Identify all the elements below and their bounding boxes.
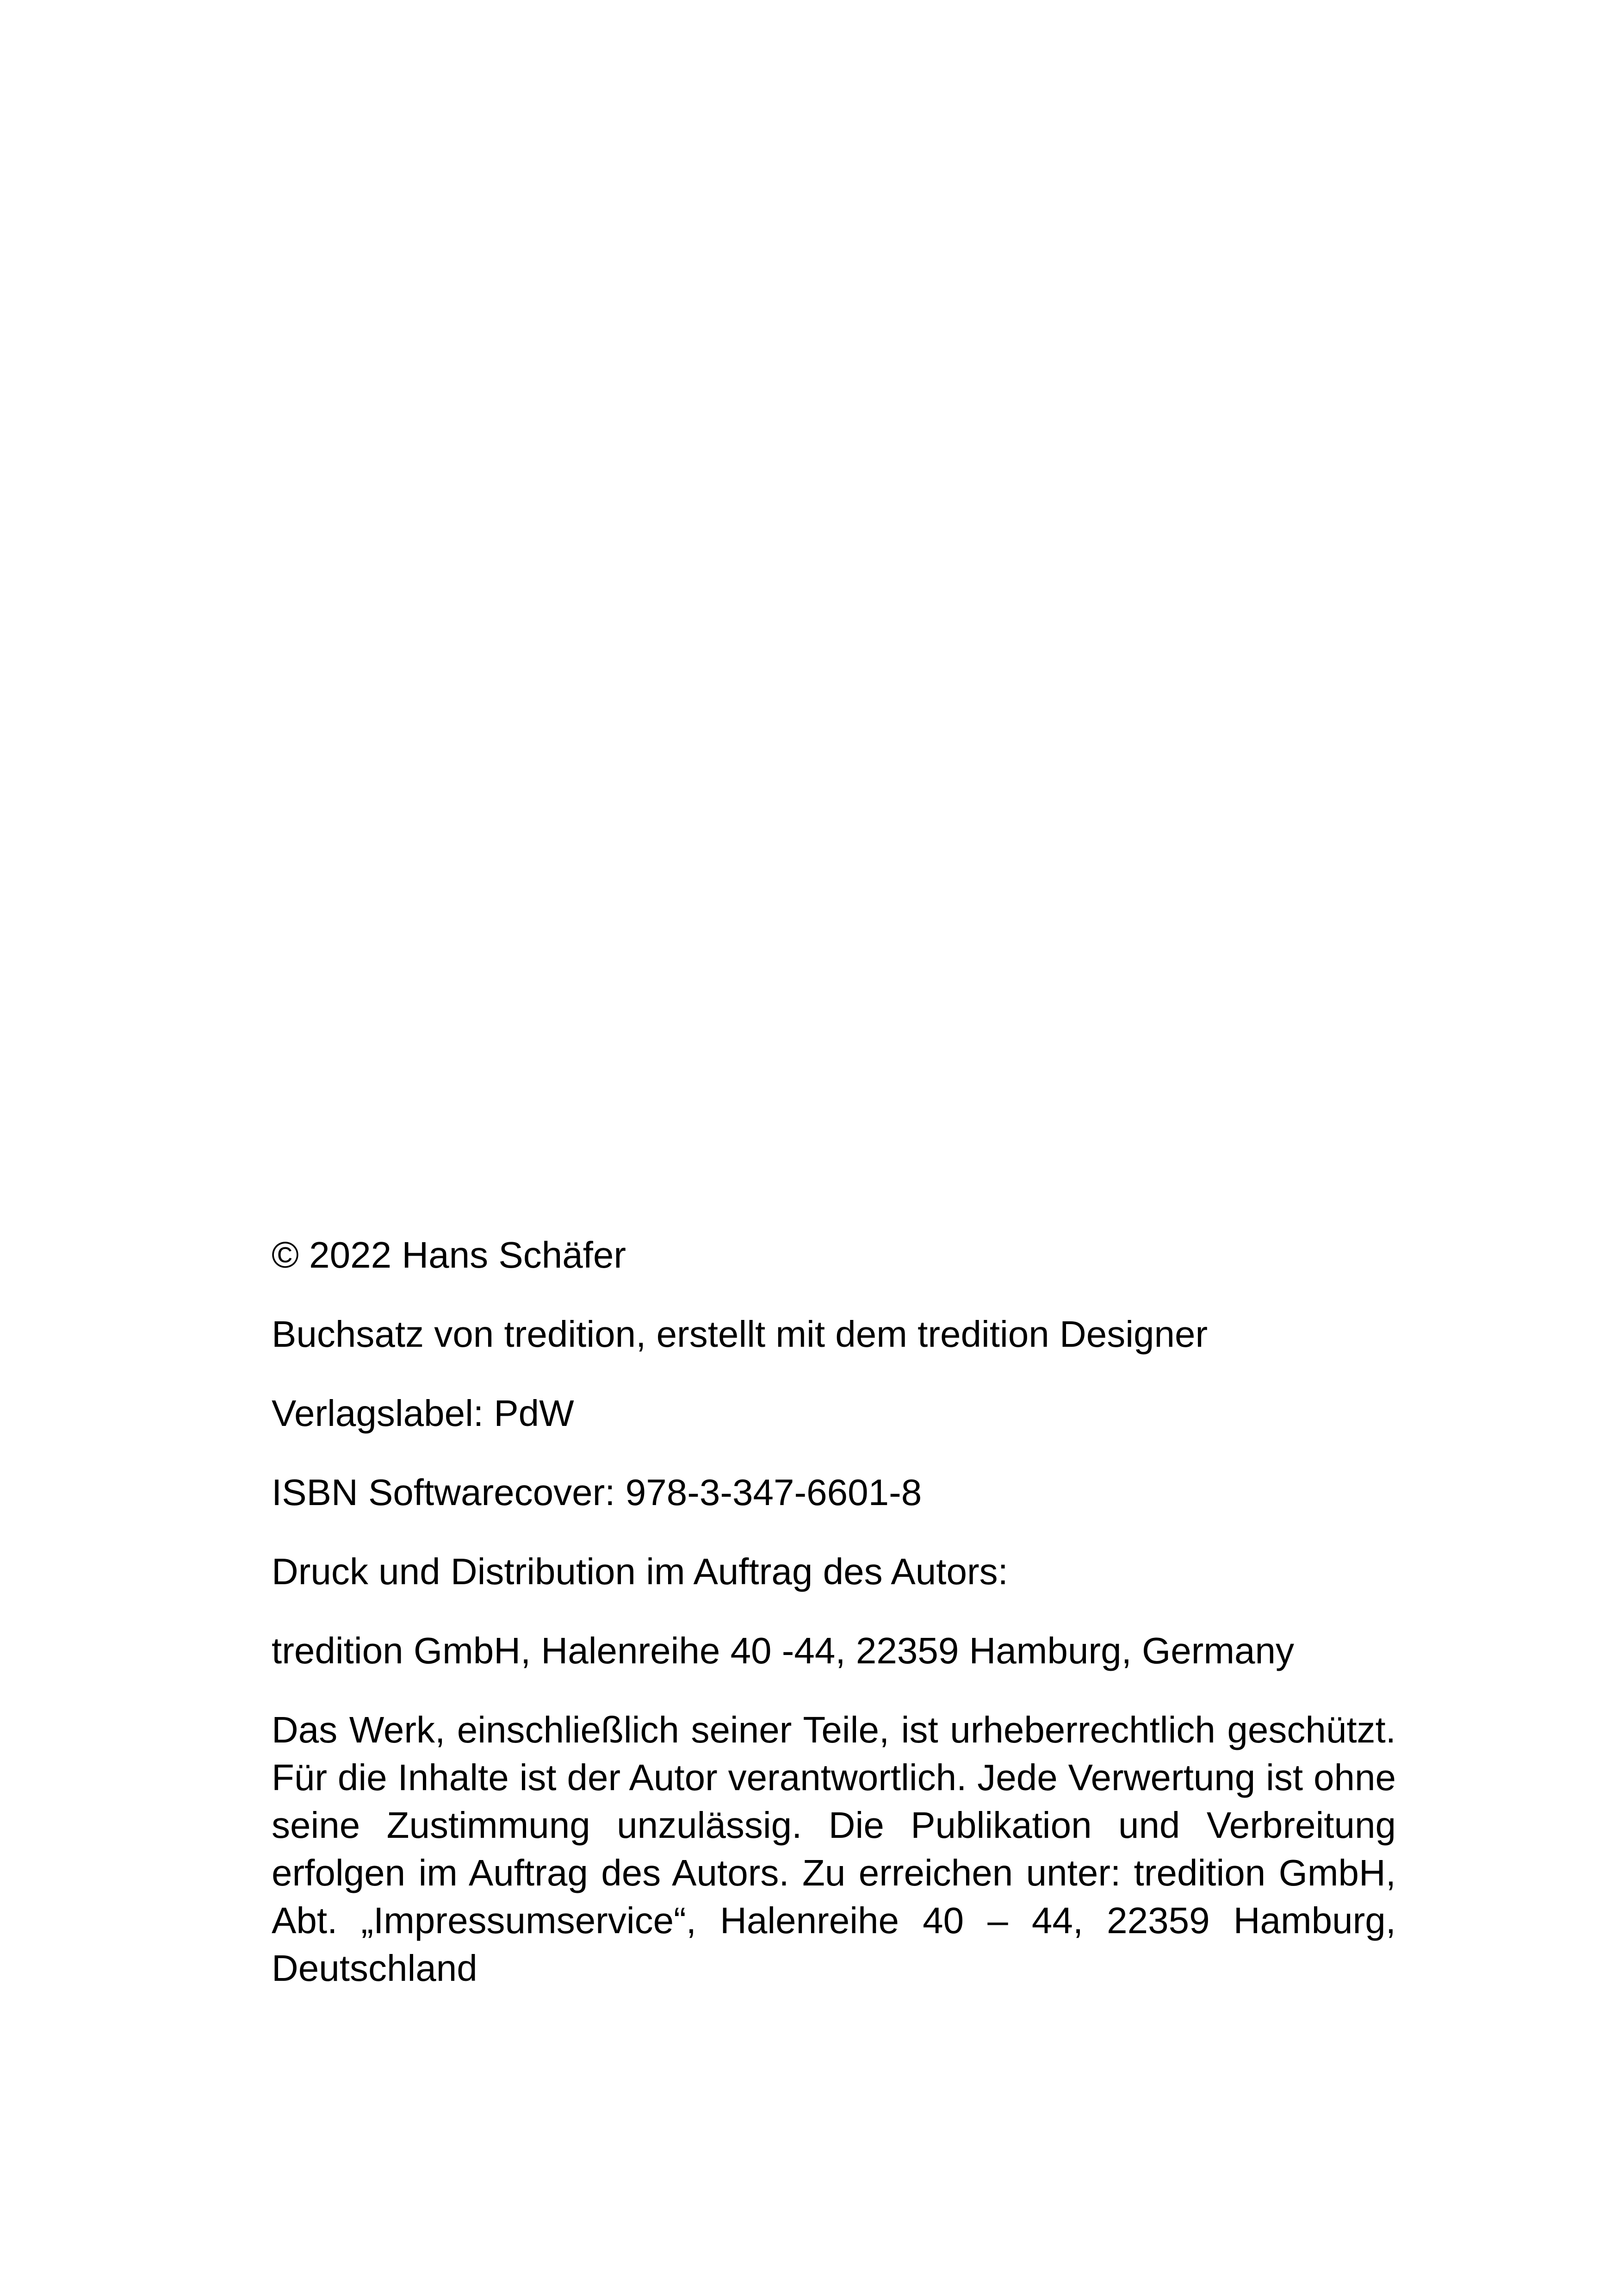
publisher-label-line: Verlagslabel: PdW — [272, 1393, 574, 1434]
typesetting-line: Buchsatz von tredition, erstellt mit dem tredition Designer — [272, 1313, 1208, 1355]
legal-notice-paragraph: Das Werk, einschließlich seiner Teile, ist urheberrechtlich geschützt. Für die Inhalte ist der Autor verantwortlich. Jede Verwertung ist ohne seine Zustimmung unzulässig. Die Publikation und Verbreitung erfolgen im Auftrag des Autors. Zu erreichen unter: tredition GmbH, Abt. „Impressumservice“, Halenreihe 40 – 44, 22359 Hamburg, Deutschland — [272, 1709, 1396, 1989]
imprint-block — [272, 1231, 1396, 1992]
print-distribution-line: Druck und Distribution im Auftrag des Autors: — [272, 1551, 1008, 1592]
copyright-line: © 2022 Hans Schäfer — [272, 1234, 626, 1276]
isbn-line: ISBN Softwarecover: 978-3-347-6601-8 — [272, 1472, 922, 1513]
printer-address-line: tredition GmbH, Halenreihe 40 -44, 22359 Hamburg, Germany — [272, 1630, 1294, 1671]
